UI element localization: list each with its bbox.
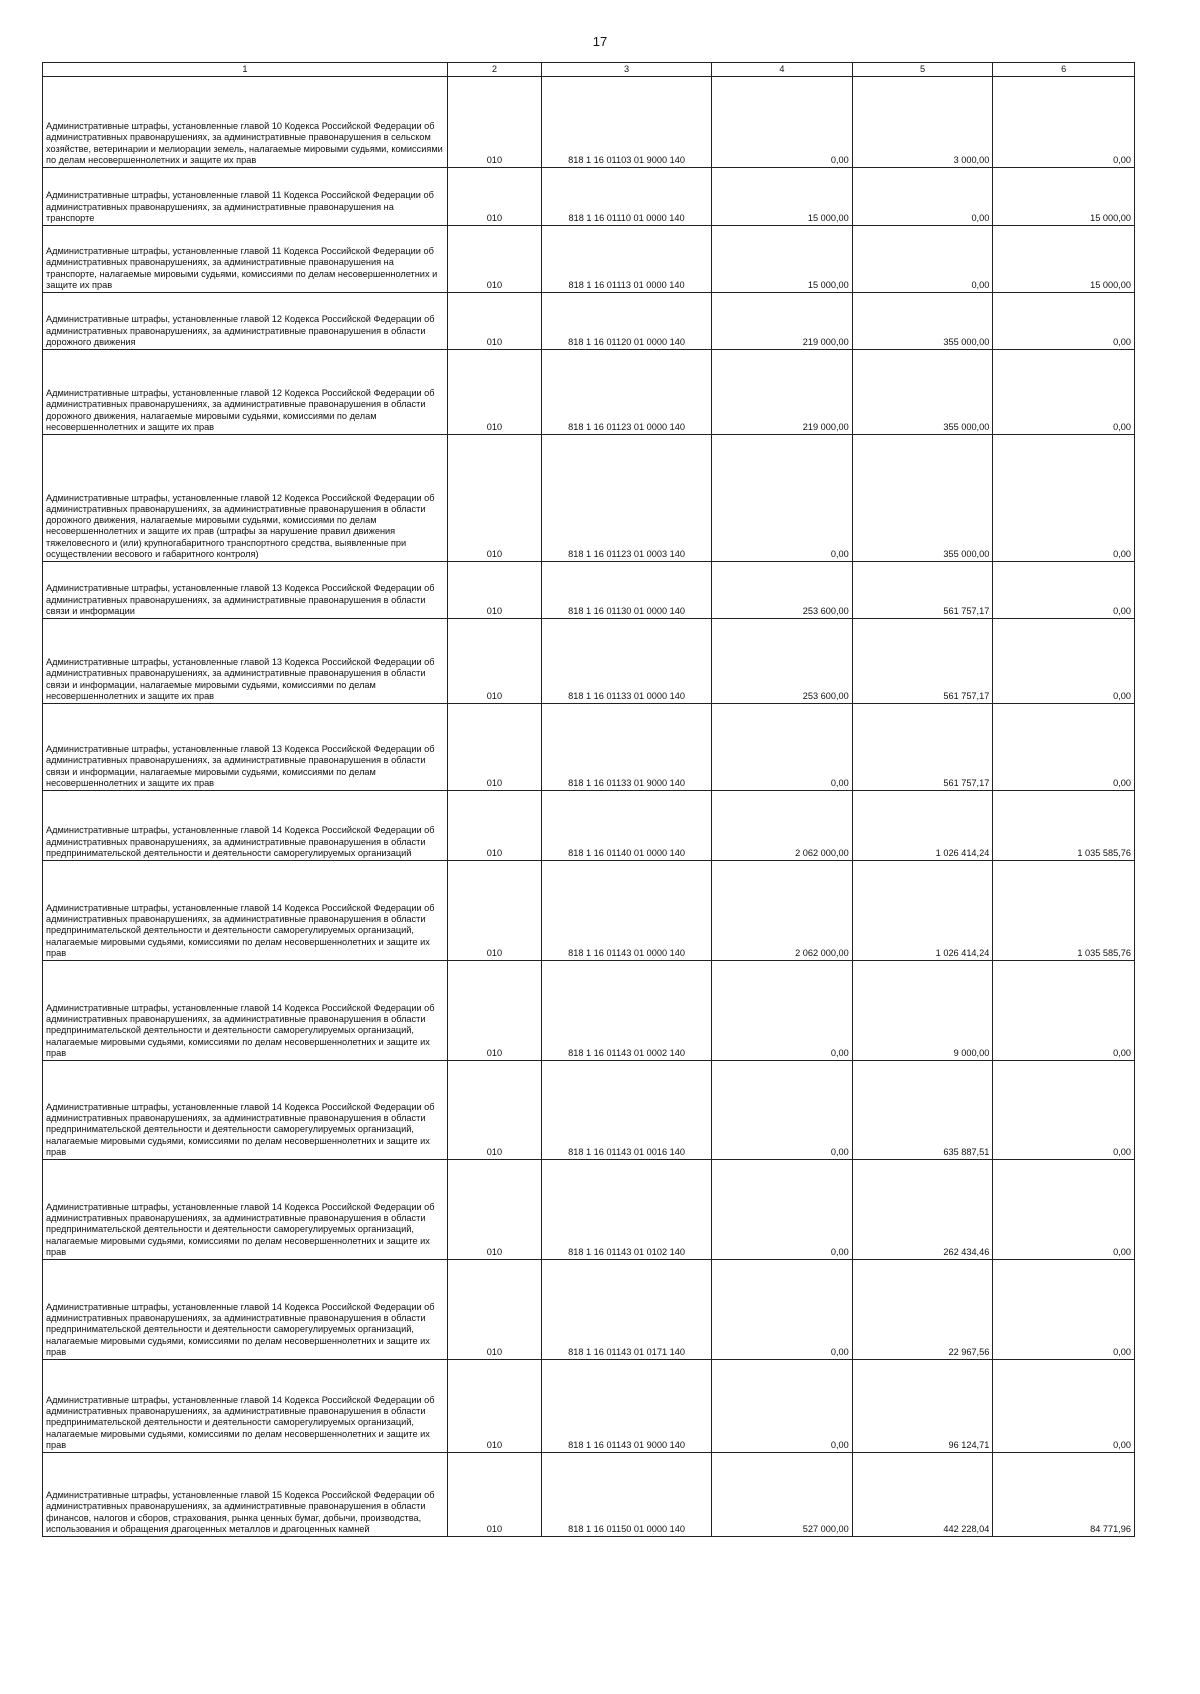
row-value-col5: 442 228,04 xyxy=(852,1453,993,1537)
row-budget-code: 818 1 16 01110 01 0000 140 xyxy=(541,168,711,226)
row-value-col6: 15 000,00 xyxy=(993,168,1135,226)
table-row xyxy=(43,1360,1135,1453)
row-line-code: 010 xyxy=(447,619,541,704)
row-description: Административные штрафы, установленные главой 14 Кодекса Российской Федерации об административных правонарушениях, за административные правонарушения в области предпринимательской деятельности и деятельности саморегулируемых организаций, налагаемые мировыми судьями, комиссиями по делам несовершеннолетних и защите их прав xyxy=(43,961,448,1061)
row-value-col6: 0,00 xyxy=(993,704,1135,791)
row-description: Административные штрафы, установленные главой 14 Кодекса Российской Федерации об административных правонарушениях, за административные правонарушения в области предпринимательской деятельности и деятельности саморегулируемых организаций, налагаемые мировыми судьями, комиссиями по делам несовершеннолетних и защите их прав xyxy=(43,1061,448,1160)
column-number-row xyxy=(43,63,1135,77)
row-line-code: 010 xyxy=(447,293,541,350)
row-budget-code: 818 1 16 01113 01 0000 140 xyxy=(541,226,711,293)
table-row xyxy=(43,791,1135,861)
row-value-col6: 0,00 xyxy=(993,293,1135,350)
row-value-col4: 2 062 000,00 xyxy=(712,791,853,861)
column-header-3: 3 xyxy=(541,63,711,77)
row-budget-code: 818 1 16 01133 01 9000 140 xyxy=(541,704,711,791)
row-description: Административные штрафы, установленные главой 15 Кодекса Российской Федерации об административных правонарушениях, за административные правонарушения в области финансов, налогов и сборов, страхования, рынка ценных бумаг, добычи, производства, использования и обращения драгоценных металлов и драгоценных камней xyxy=(43,1453,448,1537)
row-value-col6: 0,00 xyxy=(993,619,1135,704)
row-value-col4: 0,00 xyxy=(712,77,853,168)
table-row xyxy=(43,1260,1135,1360)
row-line-code: 010 xyxy=(447,791,541,861)
table-row xyxy=(43,77,1135,168)
row-value-col6: 0,00 xyxy=(993,1160,1135,1260)
row-description: Административные штрафы, установленные главой 14 Кодекса Российской Федерации об административных правонарушениях, за административные правонарушения в области предпринимательской деятельности и деятельности саморегулируемых организаций, налагаемые мировыми судьями, комиссиями по делам несовершеннолетних и защите их прав xyxy=(43,861,448,961)
row-budget-code: 818 1 16 01103 01 9000 140 xyxy=(541,77,711,168)
row-value-col5: 635 887,51 xyxy=(852,1061,993,1160)
row-value-col5: 355 000,00 xyxy=(852,435,993,562)
row-value-col5: 561 757,17 xyxy=(852,704,993,791)
row-description: Административные штрафы, установленные главой 14 Кодекса Российской Федерации об административных правонарушениях, за административные правонарушения в области предпринимательской деятельности и деятельности саморегулируемых организаций xyxy=(43,791,448,861)
row-description: Административные штрафы, установленные главой 14 Кодекса Российской Федерации об административных правонарушениях, за административные правонарушения в области предпринимательской деятельности и деятельности саморегулируемых организаций, налагаемые мировыми судьями, комиссиями по делам несовершеннолетних и защите их прав xyxy=(43,1260,448,1360)
row-line-code: 010 xyxy=(447,435,541,562)
report-table xyxy=(42,62,1135,1537)
table-row xyxy=(43,1160,1135,1260)
row-line-code: 010 xyxy=(447,168,541,226)
row-line-code: 010 xyxy=(447,1360,541,1453)
row-value-col5: 0,00 xyxy=(852,168,993,226)
row-value-col4: 219 000,00 xyxy=(712,293,853,350)
row-value-col5: 355 000,00 xyxy=(852,293,993,350)
row-value-col5: 1 026 414,24 xyxy=(852,861,993,961)
table-row xyxy=(43,861,1135,961)
column-header-4: 4 xyxy=(712,63,853,77)
row-description: Административные штрафы, установленные главой 13 Кодекса Российской Федерации об административных правонарушениях, за административные правонарушения в области связи и информации, налагаемые мировыми судьями, комиссиями по делам несовершеннолетних и защите их прав xyxy=(43,704,448,791)
row-line-code: 010 xyxy=(447,704,541,791)
row-description: Административные штрафы, установленные главой 14 Кодекса Российской Федерации об административных правонарушениях, за административные правонарушения в области предпринимательской деятельности и деятельности саморегулируемых организаций, налагаемые мировыми судьями, комиссиями по делам несовершеннолетних и защите их прав xyxy=(43,1360,448,1453)
row-value-col4: 0,00 xyxy=(712,1061,853,1160)
row-value-col5: 0,00 xyxy=(852,226,993,293)
row-line-code: 010 xyxy=(447,1061,541,1160)
row-value-col4: 0,00 xyxy=(712,1160,853,1260)
row-line-code: 010 xyxy=(447,350,541,435)
row-description: Административные штрафы, установленные главой 12 Кодекса Российской Федерации об административных правонарушениях, за административные правонарушения в области дорожного движения, налагаемые мировыми судьями, комиссиями по делам несовершеннолетних и защите их прав (штрафы за нарушение правил движения тяжеловесного и (или) крупногабаритного транспортного средства, выявленные при осуществлении весового и габаритного контроля) xyxy=(43,435,448,562)
row-line-code: 010 xyxy=(447,562,541,619)
row-value-col4: 527 000,00 xyxy=(712,1453,853,1537)
row-budget-code: 818 1 16 01130 01 0000 140 xyxy=(541,562,711,619)
row-budget-code: 818 1 16 01123 01 0000 140 xyxy=(541,350,711,435)
table-row xyxy=(43,293,1135,350)
row-value-col4: 15 000,00 xyxy=(712,226,853,293)
row-line-code: 010 xyxy=(447,1160,541,1260)
row-value-col4: 0,00 xyxy=(712,1360,853,1453)
column-header-1: 1 xyxy=(43,63,448,77)
row-value-col4: 0,00 xyxy=(712,435,853,562)
row-line-code: 010 xyxy=(447,1260,541,1360)
row-value-col6: 0,00 xyxy=(993,435,1135,562)
row-budget-code: 818 1 16 01143 01 9000 140 xyxy=(541,1360,711,1453)
row-value-col5: 561 757,17 xyxy=(852,619,993,704)
row-line-code: 010 xyxy=(447,1453,541,1537)
row-description: Административные штрафы, установленные главой 12 Кодекса Российской Федерации об административных правонарушениях, за административные правонарушения в области дорожного движения xyxy=(43,293,448,350)
row-budget-code: 818 1 16 01133 01 0000 140 xyxy=(541,619,711,704)
row-value-col6: 84 771,96 xyxy=(993,1453,1135,1537)
row-budget-code: 818 1 16 01120 01 0000 140 xyxy=(541,293,711,350)
row-budget-code: 818 1 16 01143 01 0000 140 xyxy=(541,861,711,961)
column-header-2: 2 xyxy=(447,63,541,77)
row-value-col4: 0,00 xyxy=(712,961,853,1061)
row-budget-code: 818 1 16 01143 01 0171 140 xyxy=(541,1260,711,1360)
row-value-col6: 0,00 xyxy=(993,1260,1135,1360)
row-description: Административные штрафы, установленные главой 14 Кодекса Российской Федерации об административных правонарушениях, за административные правонарушения в области предпринимательской деятельности и деятельности саморегулируемых организаций, налагаемые мировыми судьями, комиссиями по делам несовершеннолетних и защите их прав xyxy=(43,1160,448,1260)
table-row xyxy=(43,226,1135,293)
row-value-col6: 15 000,00 xyxy=(993,226,1135,293)
row-value-col5: 9 000,00 xyxy=(852,961,993,1061)
table-row xyxy=(43,168,1135,226)
row-budget-code: 818 1 16 01143 01 0016 140 xyxy=(541,1061,711,1160)
row-value-col5: 561 757,17 xyxy=(852,562,993,619)
row-description: Административные штрафы, установленные главой 13 Кодекса Российской Федерации об административных правонарушениях, за административные правонарушения в области связи и информации, налагаемые мировыми судьями, комиссиями по делам несовершеннолетних и защите их прав xyxy=(43,619,448,704)
table-row xyxy=(43,350,1135,435)
row-value-col6: 1 035 585,76 xyxy=(993,791,1135,861)
row-value-col5: 355 000,00 xyxy=(852,350,993,435)
table-row xyxy=(43,961,1135,1061)
row-budget-code: 818 1 16 01150 01 0000 140 xyxy=(541,1453,711,1537)
row-value-col5: 262 434,46 xyxy=(852,1160,993,1260)
row-line-code: 010 xyxy=(447,861,541,961)
table-row xyxy=(43,704,1135,791)
row-value-col4: 219 000,00 xyxy=(712,350,853,435)
row-value-col6: 0,00 xyxy=(993,350,1135,435)
row-budget-code: 818 1 16 01143 01 0102 140 xyxy=(541,1160,711,1260)
row-value-col4: 2 062 000,00 xyxy=(712,861,853,961)
table-row xyxy=(43,1453,1135,1537)
row-value-col4: 0,00 xyxy=(712,704,853,791)
row-value-col4: 253 600,00 xyxy=(712,562,853,619)
row-value-col5: 22 967,56 xyxy=(852,1260,993,1360)
column-header-6: 6 xyxy=(993,63,1135,77)
row-budget-code: 818 1 16 01140 01 0000 140 xyxy=(541,791,711,861)
table-row xyxy=(43,562,1135,619)
row-description: Административные штрафы, установленные главой 11 Кодекса Российской Федерации об административных правонарушениях, за административные правонарушения на транспорте xyxy=(43,168,448,226)
row-value-col4: 0,00 xyxy=(712,1260,853,1360)
table-row xyxy=(43,619,1135,704)
row-value-col5: 1 026 414,24 xyxy=(852,791,993,861)
row-budget-code: 818 1 16 01123 01 0003 140 xyxy=(541,435,711,562)
row-description: Административные штрафы, установленные главой 10 Кодекса Российской Федерации об административных правонарушениях, за административные правонарушения в сельском хозяйстве, ветеринарии и мелиорации земель, налагаемые мировыми судьями, комиссиями по делам несовершеннолетних и защите их прав xyxy=(43,77,448,168)
row-value-col6: 0,00 xyxy=(993,1360,1135,1453)
table-row xyxy=(43,1061,1135,1160)
row-value-col5: 3 000,00 xyxy=(852,77,993,168)
row-value-col6: 0,00 xyxy=(993,562,1135,619)
row-value-col5: 96 124,71 xyxy=(852,1360,993,1453)
row-description: Административные штрафы, установленные главой 13 Кодекса Российской Федерации об административных правонарушениях, за административные правонарушения в области связи и информации xyxy=(43,562,448,619)
row-value-col4: 15 000,00 xyxy=(712,168,853,226)
row-value-col6: 0,00 xyxy=(993,77,1135,168)
table-row xyxy=(43,435,1135,562)
row-value-col6: 1 035 585,76 xyxy=(993,861,1135,961)
row-value-col6: 0,00 xyxy=(993,961,1135,1061)
column-header-5: 5 xyxy=(852,63,993,77)
row-line-code: 010 xyxy=(447,77,541,168)
page-number: 17 xyxy=(592,34,608,49)
row-line-code: 010 xyxy=(447,226,541,293)
row-value-col6: 0,00 xyxy=(993,1061,1135,1160)
row-line-code: 010 xyxy=(447,961,541,1061)
row-budget-code: 818 1 16 01143 01 0002 140 xyxy=(541,961,711,1061)
row-value-col4: 253 600,00 xyxy=(712,619,853,704)
row-description: Административные штрафы, установленные главой 12 Кодекса Российской Федерации об административных правонарушениях, за административные правонарушения в области дорожного движения, налагаемые мировыми судьями, комиссиями по делам несовершеннолетних и защите их прав xyxy=(43,350,448,435)
row-description: Административные штрафы, установленные главой 11 Кодекса Российской Федерации об административных правонарушениях, за административные правонарушения на транспорте, налагаемые мировыми судьями, комиссиями по делам несовершеннолетних и защите их прав xyxy=(43,226,448,293)
